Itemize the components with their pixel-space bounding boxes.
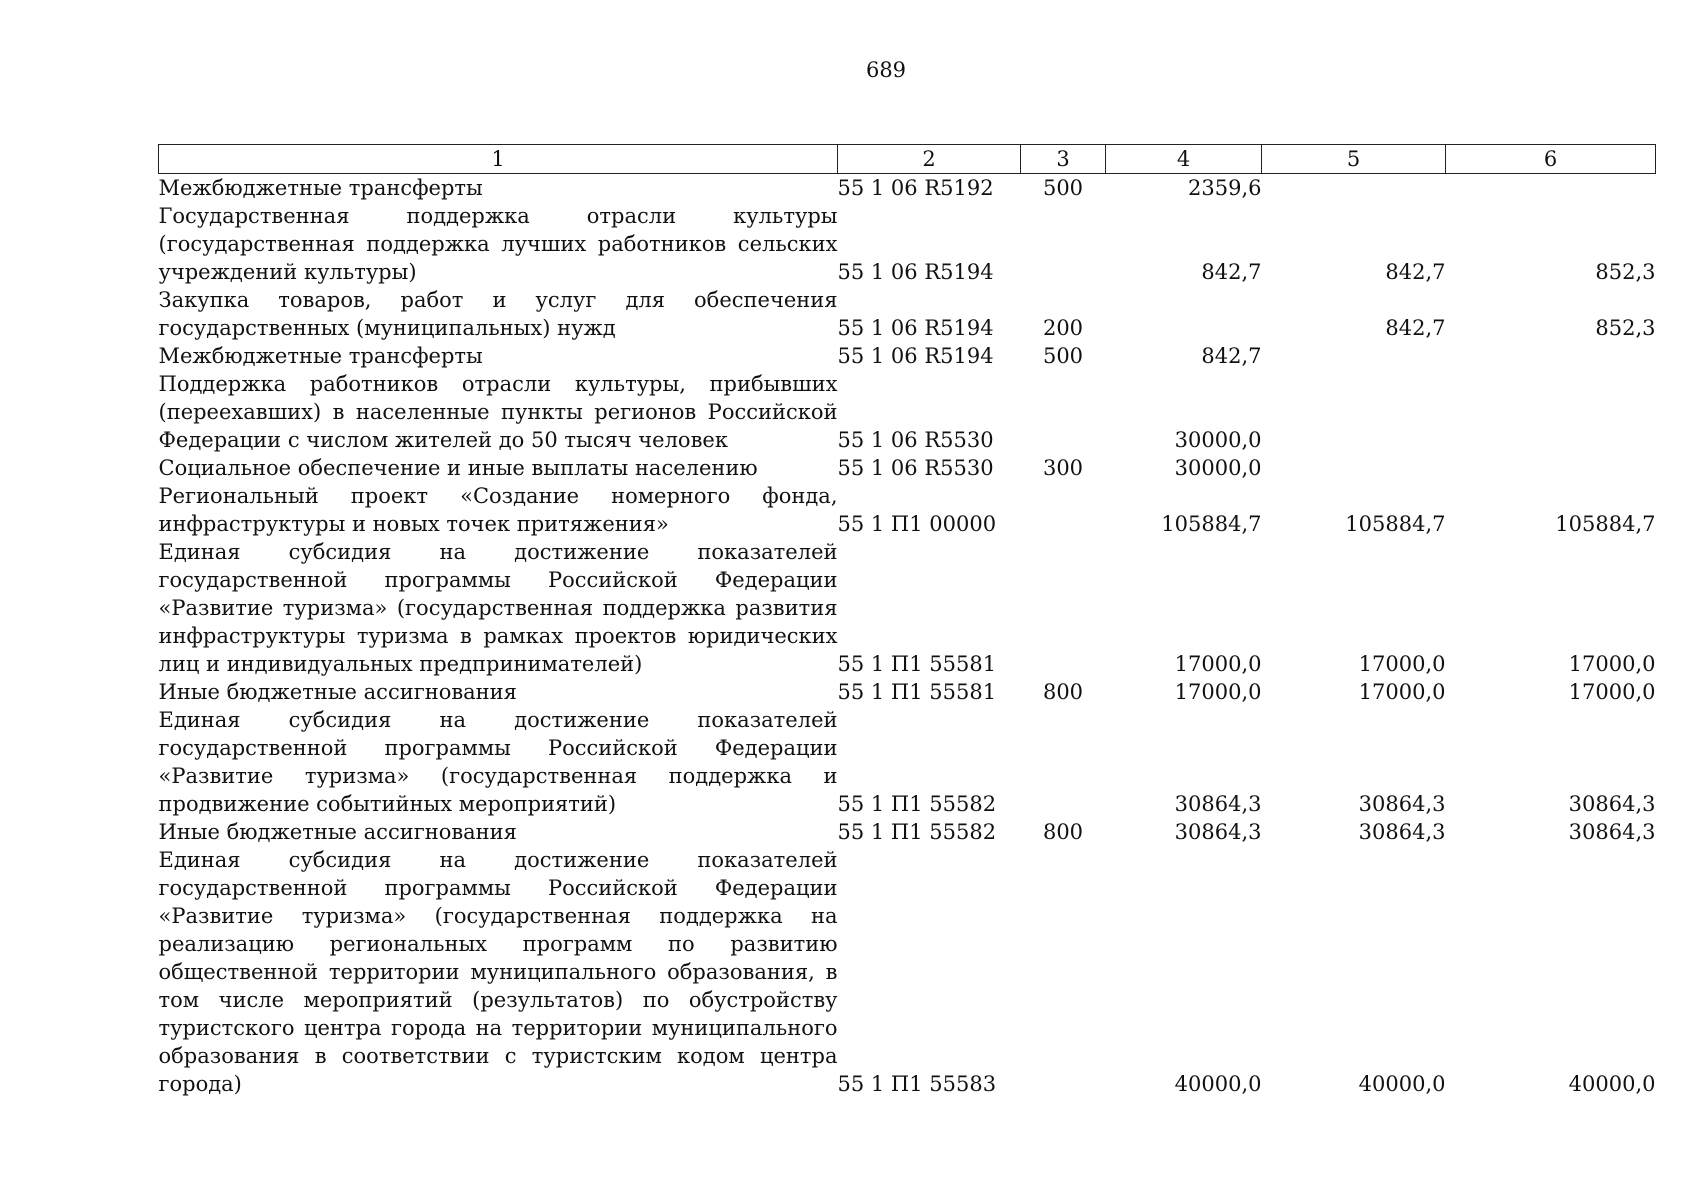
row-name: Единая субсидия на достижение показателей государственной программы Российской Федерации «Развитие туризма» (государственная поддержка развития инфраструктуры туризма в рамках проектов юридических лиц и индивидуальных предпринимателей) [158,540,838,676]
row-expense-type [1021,202,1106,286]
table-row [159,482,1656,538]
row-name: Иные бюджетные ассигнования [158,680,517,704]
row-value-6: 105884,7 [1555,512,1656,536]
row-value-5: 17000,0 [1358,680,1446,704]
row-expense-type [1021,482,1106,538]
row-value-6: 17000,0 [1568,652,1656,676]
row-value-5 [1262,454,1446,482]
row-value-4: 105884,7 [1161,512,1262,536]
row-value-6 [1446,370,1656,454]
table-row [159,818,1656,846]
row-value-4: 2359,6 [1188,176,1262,200]
row-value-5: 30864,3 [1358,792,1446,816]
row-code: 55 1 06 R5194 [837,316,994,340]
row-expense-type [1021,370,1106,454]
row-code: 55 1 П1 55582 [837,792,997,816]
row-expense-type: 300 [1042,456,1084,480]
row-value-5: 105884,7 [1345,512,1446,536]
row-expense-type [1021,846,1106,1098]
row-value-4: 842,7 [1201,260,1262,284]
page-number: 689 [865,58,907,82]
row-expense-type [1021,538,1106,678]
row-code: 55 1 П1 00000 [837,512,997,536]
table-row [159,174,1656,203]
row-code: 55 1 П1 55581 [837,652,997,676]
budget-table [158,144,1656,1098]
table-row [159,706,1656,818]
row-value-6 [1446,174,1656,203]
row-value-6: 30864,3 [1568,792,1656,816]
column-header-6: 6 [1446,145,1656,174]
row-value-4: 30000,0 [1174,428,1262,452]
row-value-5: 30864,3 [1358,820,1446,844]
table-row [159,202,1656,286]
row-value-5: 40000,0 [1358,1072,1446,1096]
row-expense-type: 800 [1042,680,1084,704]
row-code: 55 1 П1 55581 [837,680,997,704]
row-code: 55 1 06 R5194 [837,260,994,284]
row-name: Социальное обеспечение и иные выплаты населению [158,456,758,480]
row-name: Межбюджетные трансферты [158,176,483,200]
row-value-5: 842,7 [1385,316,1446,340]
column-header-3: 3 [1021,145,1106,174]
column-header-4: 4 [1106,145,1262,174]
table-row [159,538,1656,678]
column-header-5: 5 [1262,145,1446,174]
row-value-5 [1262,370,1446,454]
row-name: Поддержка работников отрасли культуры, прибывших (переехавших) в населенные пункты регионов Российской Федерации с числом жителей до 50 тысяч человек [158,372,838,452]
row-code: 55 1 06 R5530 [837,456,994,480]
table-row [159,286,1656,342]
table-row [159,846,1656,1098]
row-value-6: 30864,3 [1568,820,1656,844]
row-name: Иные бюджетные ассигнования [158,820,517,844]
table-row [159,370,1656,454]
row-value-6: 17000,0 [1568,680,1656,704]
row-expense-type: 200 [1042,316,1084,340]
row-value-4: 30864,3 [1174,792,1262,816]
table-row [159,342,1656,370]
row-value-6 [1446,454,1656,482]
row-code: 55 1 06 R5192 [837,176,994,200]
column-header-1: 1 [159,145,838,174]
row-name: Единая субсидия на достижение показателей государственной программы Российской Федерации «Развитие туризма» (государственная поддержка на реализацию региональных программ по развитию общественной территории муниципального образования, в том числе мероприятий (результатов) по обустройству туристского центра города на территории муниципального образования в соответствии с туристским кодом центра города) [158,848,838,1096]
row-value-6: 852,3 [1595,260,1656,284]
row-value-4: 17000,0 [1174,680,1262,704]
row-expense-type [1021,706,1106,818]
row-name: Региональный проект «Создание номерного фонда, инфраструктуры и новых точек притяжения» [158,484,838,536]
header-row [159,145,1656,174]
row-value-6: 852,3 [1595,316,1656,340]
row-expense-type: 500 [1042,344,1084,368]
row-value-4: 30864,3 [1174,820,1262,844]
row-expense-type: 500 [1042,176,1084,200]
row-name: Государственная поддержка отрасли культуры (государственная поддержка лучших работников сельских учреждений культуры) [158,204,838,284]
row-name: Межбюджетные трансферты [158,344,483,368]
table-row [159,678,1656,706]
row-value-5: 842,7 [1385,260,1446,284]
row-code: 55 1 П1 55583 [837,1072,997,1096]
row-code: 55 1 06 R5530 [837,428,994,452]
row-name: Закупка товаров, работ и услуг для обеспечения государственных (муниципальных) нужд [158,288,838,340]
row-expense-type: 800 [1042,820,1084,844]
row-code: 55 1 П1 55582 [837,820,997,844]
table-body [159,174,1656,1099]
table-row [159,454,1656,482]
row-value-5: 17000,0 [1358,652,1446,676]
row-value-6: 40000,0 [1568,1072,1656,1096]
row-code: 55 1 06 R5194 [837,344,994,368]
row-value-4 [1106,286,1262,342]
row-value-5 [1262,174,1446,203]
row-value-4: 40000,0 [1174,1072,1262,1096]
column-header-2: 2 [838,145,1021,174]
row-name: Единая субсидия на достижение показателей государственной программы Российской Федерации «Развитие туризма» (государственная поддержка и продвижение событийных мероприятий) [158,708,838,816]
row-value-5 [1262,342,1446,370]
table-header [159,145,1656,174]
row-value-4: 17000,0 [1174,652,1262,676]
row-value-4: 30000,0 [1174,456,1262,480]
row-value-4: 842,7 [1201,344,1262,368]
row-value-6 [1446,342,1656,370]
